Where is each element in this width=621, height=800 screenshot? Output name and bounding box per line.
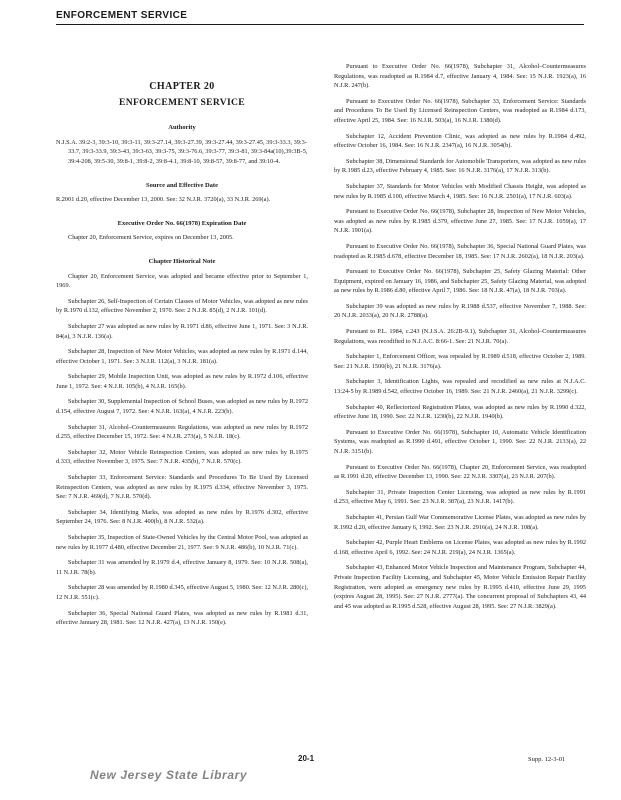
historical-note-paragraph: Subchapter 3, Identification Lights, was repealed and recodified as new rules at N.J.A.C. 13:24-5 by R.1989 d.542, effective October 16, 1989. See: 21 N.J.R. 2460(a), 21 N.J.R. 3299(c). [334,378,586,396]
library-watermark: New Jersey State Library [90,768,248,782]
chapter-title: ENFORCEMENT SERVICE [119,96,245,108]
historical-note-paragraph: Pursuant to Executive Order No. 66(1978), Subchapter 10, Automatic Vehicle Identification Systems, was readopted as R.1990 d.491, effective October 1, 1990. See: 22 N.J.R. 2133(a), 22 N.J.R. 3151(b). [334,428,586,455]
expiration-text: Chapter 20, Enforcement Service, expires on December 13, 2005. [68,234,234,242]
chapter-label: CHAPTER 20 [149,81,215,92]
historical-note-paragraph: Subchapter 35, Inspection of State-Owned Vehicles by the Central Motor Pool, was adopted as new rules by R.1977 d.480, effective December 21, 1977. See: 9 N.J.R. 486(b), 10 N.J.R. 71(c). [56,534,308,551]
expiration-heading: Executive Order No. 66(1978) Expiration Date [117,219,247,227]
historical-note-paragraph: Subchapter 12, Accident Prevention Clinic, was adopted as new rules by R.1984 d.492, effective October 16, 1984. See: 16 N.J.R. 2347(a), 16 N.J.R. 3054(b). [334,132,586,150]
historical-notes-left [56,272,308,628]
historical-note-paragraph: Subchapter 40, Reflectorized Registration Plates, was adopted as new rules by R.1990 d.322, effective June 18, 1990. See: 22 N.J.R. 1230(b), 22 N.J.R. 1940(b). [334,403,586,421]
historical-note-paragraph: Pursuant to P.L. 1984, c.243 (N.J.S.A. 26:2B-9.1), Subchapter 31, Alcohol–Countermeasures Regulations, was recodified to N.J.A.C. 8:66-1. See: 21 N.J.R. 70(a). [334,328,586,345]
source-text: R.2001 d.20, effective December 13, 2000. See: 32 N.J.R. 3720(a), 33 N.J.R. 269(a). [56,196,271,204]
historical-note-paragraph: Subchapter 43, Enhanced Motor Vehicle Inspection and Maintenance Program, Subchapter 44, Private Inspection Facility Licensing, and Subchapter 45, Motor Vehicle Emission Repair Facility Registration, were adopted as emergency new rules by R.1995 d.410, effective June 29, 1995 (expires August 28, 1995). See: 27 N.J.R. 2777(a). The concurrent proposal of Subchapters 43, 44 and 45 was adopted as R.1995 d.528, effective August 28, 1995. See: 27 N.J.R. 3829(a). [334,564,586,610]
page-number: 20-1 [298,754,315,763]
historical-note-heading: Chapter Historical Note [148,257,216,265]
historical-note-paragraph: Subchapter 38, Dimensional Standards for Automobile Transporters, was adopted as new rules by R.1985 d.23, effective February 4, 1985. See: 16 N.J.R. 3176(a), 17 N.J.R. 313(b). [334,157,586,175]
historical-note-paragraph: Subchapter 28 was amended by R.1980 d.345, effective August 5, 1980. See: 12 N.J.R. 280(c), 12 N.J.R. 551(c). [56,584,308,601]
source-heading: Source and Effective Date [146,181,218,189]
supplement-date: Supp. 12-3-01 [528,756,566,763]
historical-note-paragraph: Subchapter 41, Persian Gulf War Commemorative License Plates, was adopted as new rules by R.1992 d.20, effective January 6, 1992. See: 23 N.J.R. 2916(a), 24 N.J.R. 108(a). [334,513,586,531]
historical-note-paragraph: Pursuant to Executive Order No. 66(1978), Subchapter 25, Safety Glazing Material: Other Equipment, expired on January 16, 1986, and Subchapter 25, Safety Glazing Material, was adopted as new rules by R.1986 d.80, effective April 7, 1986. See: 18 N.J.R. 47(a), 18 N.J.R. 703(a). [334,268,586,295]
running-head: ENFORCEMENT SERVICE [56,10,188,21]
historical-note-paragraph: Subchapter 31 was amended by R.1979 d.4, effective January 8, 1979. See: 10 N.J.R. 508(a), 11 N.J.R. 78(b). [56,559,308,576]
historical-note-paragraph: Subchapter 42, Purple Heart Emblems on License Plates, was adopted as new rules by R.1992 d.168, effective April 6, 1992. See: 24 N.J.R. 219(a), 24 N.J.R. 1365(a). [334,539,586,556]
historical-note-paragraph: Subchapter 28, Inspection of New Motor Vehicles, was adopted as new rules by R.1971 d.144, effective October 1, 1971. See: 3 N.J.R. 112(a), 3 N.J.R. 181(a). [56,348,308,365]
historical-note-paragraph: Pursuant to Executive Order No. 66(1978), Subchapter 36, Special National Guard Plates, was readopted as R.1985 d.678, effective December 18, 1985. See: 17 N.J.R. 2602(a), 18 N.J.R. 203(a). [334,242,586,260]
left-column [56,82,308,634]
header-rule [56,24,584,25]
historical-note-paragraph: Subchapter 29, Mobile Inspection Unit, was adopted as new rules by R.1972 d.106, effective June 1, 1972. See: 4 N.J.R. 105(b), 4 N.J.R. 165(b). [56,373,308,390]
historical-note-paragraph: Subchapter 30, Supplemental Inspection of School Buses, was adopted as new rules by R.1972 d.154, effective August 7, 1972. See: 4 N.J.R. 163(a), 4 N.J.R. 223(b). [56,398,308,416]
historical-note-paragraph: Subchapter 39 was adopted as new rules by R.1988 d.537, effective November 7, 1988. See: 20 N.J.R. 2033(a), 20 N.J.R. 2788(a). [334,302,586,320]
historical-note-paragraph: Subchapter 31, Alcohol–Countermeasures Regulations, was adopted as new rules by R.1972 d.255, effective December 15, 1972. See: 4 N.J.R. 273(a), 5 N.J.R. 18(c). [56,423,308,441]
historical-note-paragraph: Subchapter 31, Private Inspection Center Licensing, was adopted as new rules by R.1991 d.253, effective May 6, 1991. See: 23 N.J.R. 387(a), 23 N.J.R. 1417(b). [334,488,586,506]
authority-text: N.J.S.A. 39:2-3, 39:3-10, 39:3-11, 39:3-27.14, 39:3-27.39, 39:3-27.44, 39:3-27.45, 39:3-33.3, 39:3-33.7, 39:3-33.9, 39:3-43, 39:3-63, 39:3-75, 39:3-76.6, 39:3-77, 39:3-81, 39:3-84a(10),39:3B-5, 39:4-208, 39:5-30, 39:8-1, 39:8-2, 39:8-4.1, 39:8-10, 39:8-57, 39:8-77, and 39:10-4. [56,138,308,165]
historical-note-paragraph: Chapter 20, Enforcement Service, was adopted and became effective prior to September 1, 1969. [56,272,308,290]
historical-note-paragraph: Subchapter 32, Motor Vehicle Reinspection Centers, was adopted as new rules by R.1975 d.333, effective November 3, 1975. See: 7 N.J.R. 435(b), 7 N.J.R. 570(c). [56,448,308,466]
right-column [334,62,586,617]
historical-note-paragraph: Subchapter 1, Enforcement Officer, was repealed by R.1989 d.518, effective October 2, 1989. See: 21 N.J.R. 1500(b), 21 N.J.R. 3176(a). [334,353,586,370]
historical-note-paragraph: Subchapter 33, Enforcement Service: Standards and Procedures To Be Used By Licensed Reinspection Centers, was adopted as new rules by R.1975 d.334, effective November 3, 1975. See: 7 N.J.R. 469(d), 7 N.J.R. 570(d). [56,474,308,501]
historical-note-paragraph: Subchapter 34, Identifying Marks, was adopted as new rules by R.1976 d.302, effective September 24, 1976. See: 8 N.J.R. 400(b), 8 N.J.R. 532(a). [56,508,308,526]
historical-note-paragraph: Subchapter 27 was adopted as new rules by R.1971 d.86, effective June 1, 1971. See: 3 N.J.R. 84(a), 3 N.J.R. 136(a). [56,322,308,340]
authority-heading: Authority [168,124,196,132]
historical-note-paragraph: Subchapter 26, Self-Inspection of Certain Classes of Motor Vehicles, was adopted as new rules by R.1970 d.132, effective November 2, 1970. See: 2 N.J.R. 85(d), 2 N.J.R. 101(d). [56,297,308,315]
historical-note-paragraph: Pursuant to Executive Order No. 66(1978), Subchapter 33, Enforcement Service: Standards and Procedures To Be Used By Licensed Reinspection Centers, was readopted as R.1984 d.173, effective April 25, 1984. See: 16 N.J.R. 503(a), 16 N.J.R. 1380(d). [334,97,586,124]
historical-note-paragraph: Subchapter 37, Standards for Motor Vehicles with Modified Chassis Height, was adopted as new rules by R.1985 d.100, effective March 4, 1985. See: 16 N.J.R. 2501(a), 17 N.J.R. 603(a). [334,182,586,200]
historical-note-paragraph: Pursuant to Executive Order No. 66(1978), Subchapter 31, Alcohol–Countermeasures Regulations, was readopted as R.1984 d.7, effective January 4, 1984. See: 15 N.J.R. 1923(a), 16 N.J.R. 247(b). [334,63,586,90]
historical-note-paragraph: Pursuant to Executive Order No. 66(1978), Chapter 20, Enforcement Service, was readopted as R.1991 d.20, effective December 13, 1990. See: 22 N.J.R. 3307(a), 23 N.J.R. 207(b). [334,463,586,481]
historical-note-paragraph: Subchapter 36, Special National Guard Plates, was adopted as new rules by R.1981 d.31, effective January 28, 1981. See: 12 N.J.R. 427(a), 13 N.J.R. 150(e). [56,609,308,627]
historical-note-paragraph: Pursuant to Executive Order No. 66(1978), Subchapter 28, Inspection of New Motor Vehicles, was adopted as new rules by R.1985 d.379, effective June 27, 1985. See: 17 N.J.R. 1059(a), 17 N.J.R. 1901(a). [334,208,586,235]
